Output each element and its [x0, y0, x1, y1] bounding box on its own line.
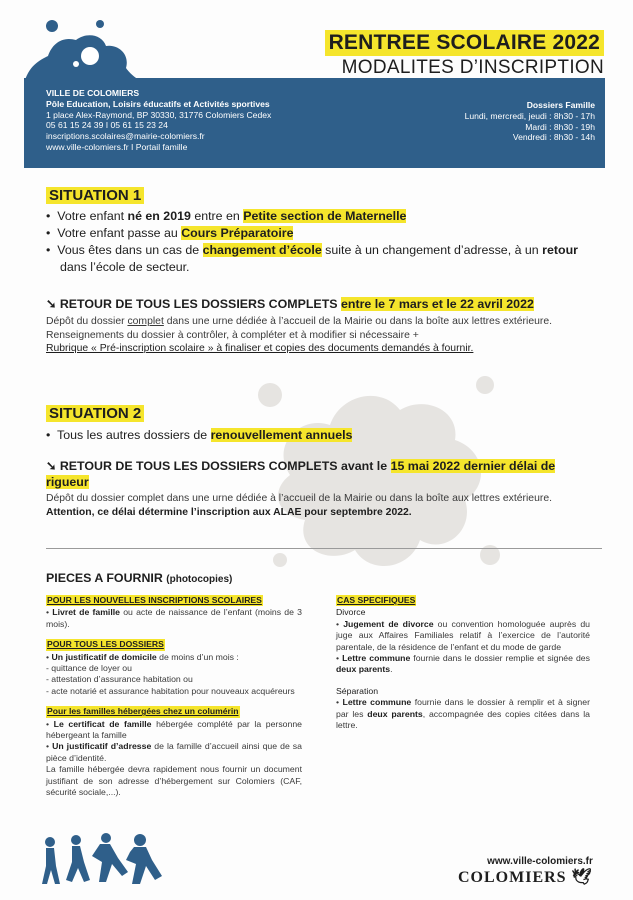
address: 1 place Alex-Raymond, BP 30330, 31776 Colomiers Cedex	[46, 109, 272, 120]
phones: 05 61 15 24 39 I 05 61 15 23 24	[46, 120, 168, 131]
situation-1-return: ➘ RETOUR DE TOUS LES DOSSIERS COMPLETS entre le 7 mars et le 22 avril 2022	[46, 297, 534, 311]
situation-1-list	[46, 208, 596, 276]
section-heading: CAS SPECIFIQUES	[337, 595, 416, 605]
situation-2-return: ➘ RETOUR DE TOUS LES DOSSIERS COMPLETS avant le 15 mai 2022 dernier délai de rigueur	[46, 459, 556, 489]
situation-1-heading: SITUATION 1	[46, 187, 144, 204]
list-item: • Le certificat de famille hébergée complété par la personne hébergeant la famille	[46, 718, 302, 741]
situation-1-text: Dépôt du dossier complet dans une urne dédiée à l’accueil de la Mairie ou dans la boîte aux lettres extérieure. Renseignements du dossier à contrôler, à compléter et à modifier si nécessaire + Rubrique « Pré-inscription scolaire » à finaliser et copies des documents demandés à fournir.	[46, 316, 553, 355]
logo-name: COLOMIERS 🕊	[458, 869, 593, 886]
section-heading: POUR LES NOUVELLES INSCRIPTIONS SCOLAIRES	[47, 595, 262, 605]
pieces-right-column	[336, 595, 590, 731]
org-name: VILLE DE COLOMIERS	[46, 88, 140, 98]
pieces-left-column	[46, 595, 302, 799]
paint-splash-icon	[18, 14, 148, 84]
list-item: • Tous les autres dossiers de renouvellement annuels	[46, 428, 353, 442]
page-subtitle: MODALITES D’INSCRIPTION	[341, 57, 604, 78]
hours-line: Vendredi : 8h30 - 14h	[512, 132, 595, 143]
dept-name: Pôle Education, Loisirs éducatifs et Activités sportives	[46, 98, 270, 109]
list-item: • Livret de famille ou acte de naissance de l’enfant (moins de 3 mois).	[46, 607, 303, 629]
hours-title: Dossiers Famille	[526, 100, 595, 110]
list-item: • Lettre commune fournie dans le dossier remplie et signée des deux parents.	[336, 653, 590, 675]
title-block	[312, 30, 604, 79]
email: inscriptions.scolaires@mairie-colomiers.fr	[46, 131, 205, 142]
dove-icon: 🕊	[571, 869, 593, 886]
hours-line: Lundi, mercredi, jeudi : 8h30 - 17h	[464, 110, 595, 121]
contact-info	[46, 88, 271, 153]
pieces-title: PIECES A FOURNIR (photocopies)	[46, 571, 233, 585]
website: www.ville-colomiers.fr I Portail famille	[46, 141, 188, 152]
hours-line: Mardi : 8h30 - 19h	[525, 121, 595, 132]
list-item: • Votre enfant né en 2019 entre en Petite section de Maternelle	[46, 209, 407, 223]
arrow-icon: ➘	[46, 297, 57, 311]
list-item: • Jugement de divorce ou convention homologuée auprès du juge aux Affaires Familiales relatif à l’exercice de l’autorité parentale, de la résidence de l’enfant et du mode de garde	[336, 618, 590, 652]
list-item: • Votre enfant passe au Cours Préparatoire	[46, 226, 294, 240]
list-item: • Lettre commune fournie dans le dossier à remplir et à signer par les deux parents, accompagnée des copies citées dans la lettre.	[336, 697, 590, 731]
situation-2-text: Dépôt du dossier complet dans une urne dédiée à l’accueil de la Mairie ou dans la boîte aux lettres extérieure. Attention, ce délai détermine l’inscription aux ALAE pour septembre 2022.	[46, 493, 552, 518]
situation-2-heading: SITUATION 2	[46, 405, 144, 422]
list-item: • Un justificatif de domicile de moins d’un mois :	[46, 651, 239, 662]
opening-hours	[465, 100, 595, 143]
colomiers-logo	[458, 856, 593, 887]
arrow-icon: ➘	[46, 459, 57, 473]
header-band	[24, 78, 605, 168]
list-item: - quittance de loyer ou	[46, 663, 132, 674]
list-item: • Vous êtes dans un cas de changement d’école suite à un changement d’adresse, à un retour dans l’école de secteur.	[46, 243, 578, 274]
subsection-heading: Divorce	[336, 607, 366, 618]
logo-url: www.ville-colomiers.fr	[487, 856, 593, 867]
subsection-heading: Séparation	[336, 685, 379, 696]
section-heading: POUR TOUS LES DOSSIERS	[47, 639, 164, 650]
list-item: - attestation d’assurance habitation ou	[46, 674, 193, 685]
divider	[46, 548, 602, 549]
section-heading: Pour les familles hébergées chez un columérin	[47, 706, 239, 717]
page-title: RENTREE SCOLAIRE 2022	[325, 30, 604, 56]
running-children-icon	[36, 832, 166, 888]
list-item: • Un justificatif d’adresse de la famille d’accueil ainsi que de sa pièce d’identité.	[46, 741, 302, 763]
list-item: - acte notarié et assurance habitation pour nouveaux acquéreurs	[46, 685, 295, 696]
paragraph: La famille hébergée devra rapidement nous fournir un document justifiant de son adresse d’hébergement sur Colomiers (CAF, sécurité sociale,...).	[46, 764, 302, 798]
situation-2-list	[46, 427, 596, 444]
